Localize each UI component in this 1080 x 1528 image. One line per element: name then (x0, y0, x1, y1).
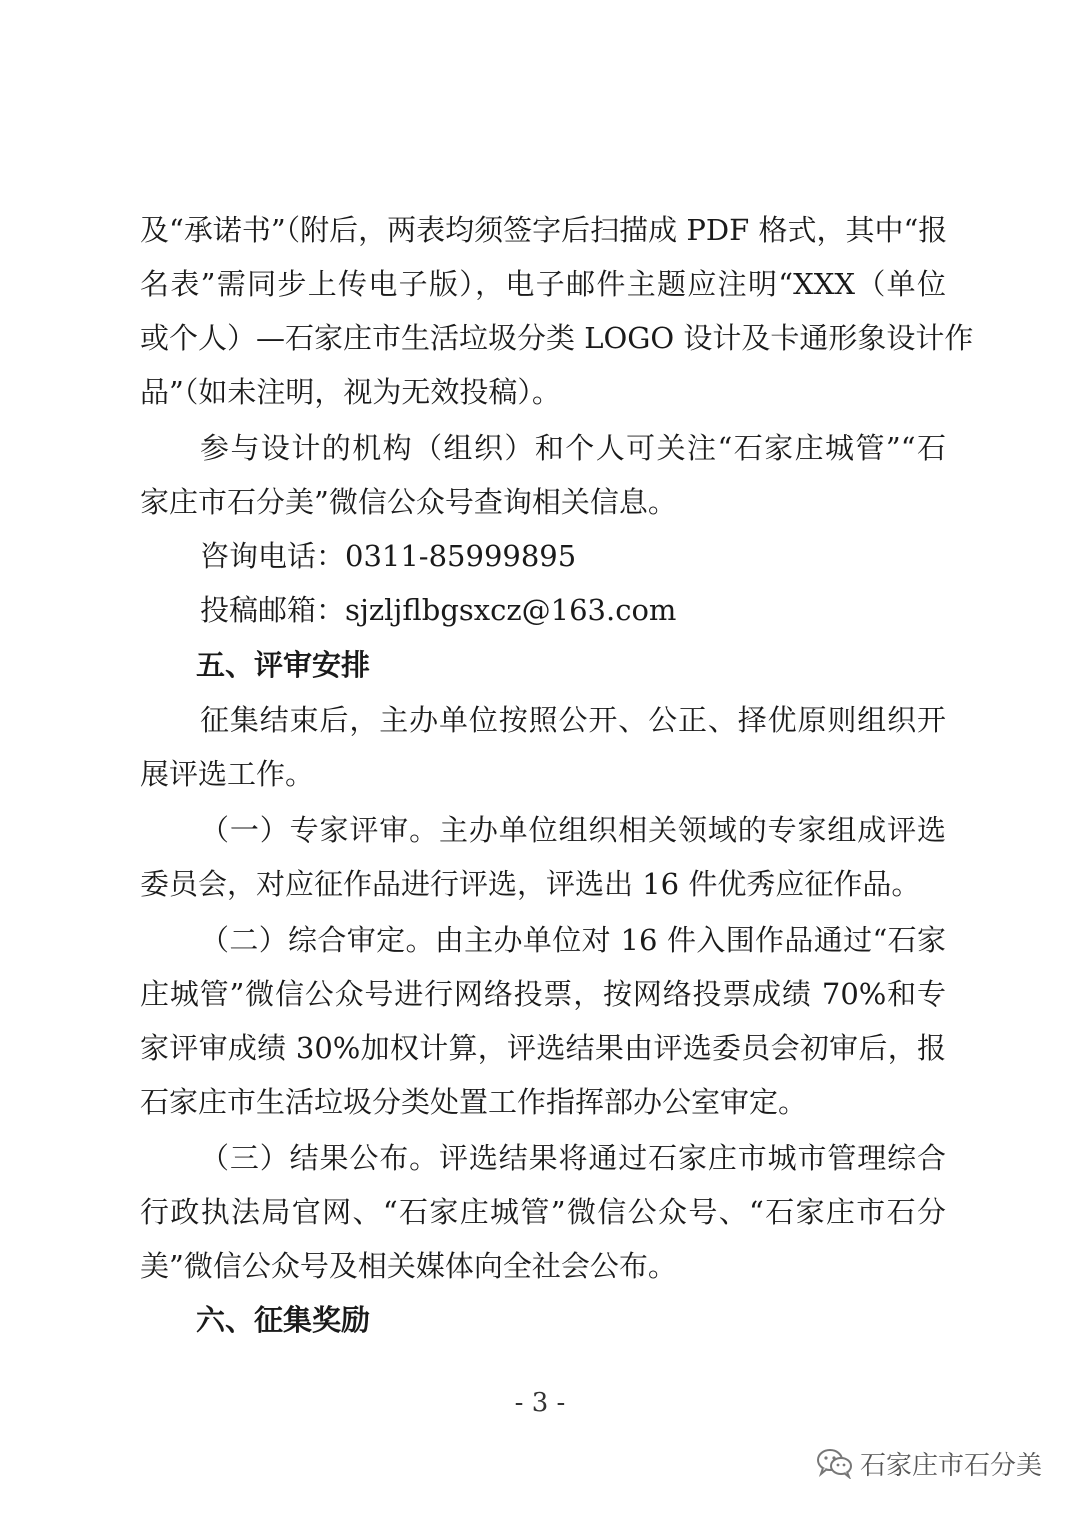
text-line: 展评选工作。 (140, 757, 315, 791)
watermark-text: 石家庄市石分美 (860, 1450, 1043, 1481)
text-line: 征集结束后，主办单位按照公开、公正、择优原则组织开 (200, 703, 946, 737)
text-line: （一）专家评审。主办单位组织相关领域的专家组成评选 (200, 813, 946, 847)
text-line: 参与设计的机构（组织）和个人可关注“石家庄城管”“石 (200, 431, 946, 465)
wechat-icon (816, 1447, 854, 1479)
text-line: 名表”需同步上传电子版），电子邮件主题应注明“XXX（单位 (140, 267, 946, 301)
contact-phone: 咨询电话：0311-85999895 (200, 539, 577, 573)
text-line: 品”（如未注明，视为无效投稿）。 (140, 375, 561, 409)
page-number: - 3 - (514, 1388, 566, 1418)
section-heading: 五、评审安排 (196, 648, 371, 682)
text-line: 或个人）—石家庄市生活垃圾分类 LOGO 设计及卡通形象设计作 (140, 321, 974, 355)
watermark (816, 1443, 1042, 1483)
text-line: 家评审成绩 30%加权计算，评选结果由评选委员会初审后，报 (140, 1031, 946, 1065)
text-line: 美”微信公众号及相关媒体向全社会公布。 (140, 1249, 677, 1283)
text-line: 家庄市石分美”微信公众号查询相关信息。 (140, 485, 677, 519)
text-line: 及“承诺书”（附后，两表均须签字后扫描成 PDF 格式，其中“报 (140, 213, 948, 247)
text-line: （三）结果公布。评选结果将通过石家庄市城市管理综合 (200, 1141, 946, 1175)
text-line: 石家庄市生活垃圾分类处置工作指挥部办公室审定。 (140, 1085, 808, 1119)
text-line: 委员会，对应征作品进行评选，评选出 16 件优秀应征作品。 (140, 867, 921, 901)
section-heading: 六、征集奖励 (196, 1303, 371, 1337)
text-line: 庄城管”微信公众号进行网络投票，按网络投票成绩 70%和专 (140, 977, 946, 1011)
contact-email: 投稿邮箱：sjzljflbgsxcz@163.com (200, 593, 677, 627)
text-line: （二）综合审定。由主办单位对 16 件入围作品通过“石家 (200, 923, 946, 957)
text-line: 行政执法局官网、“石家庄城管”微信公众号、“石家庄市石分 (140, 1195, 946, 1229)
